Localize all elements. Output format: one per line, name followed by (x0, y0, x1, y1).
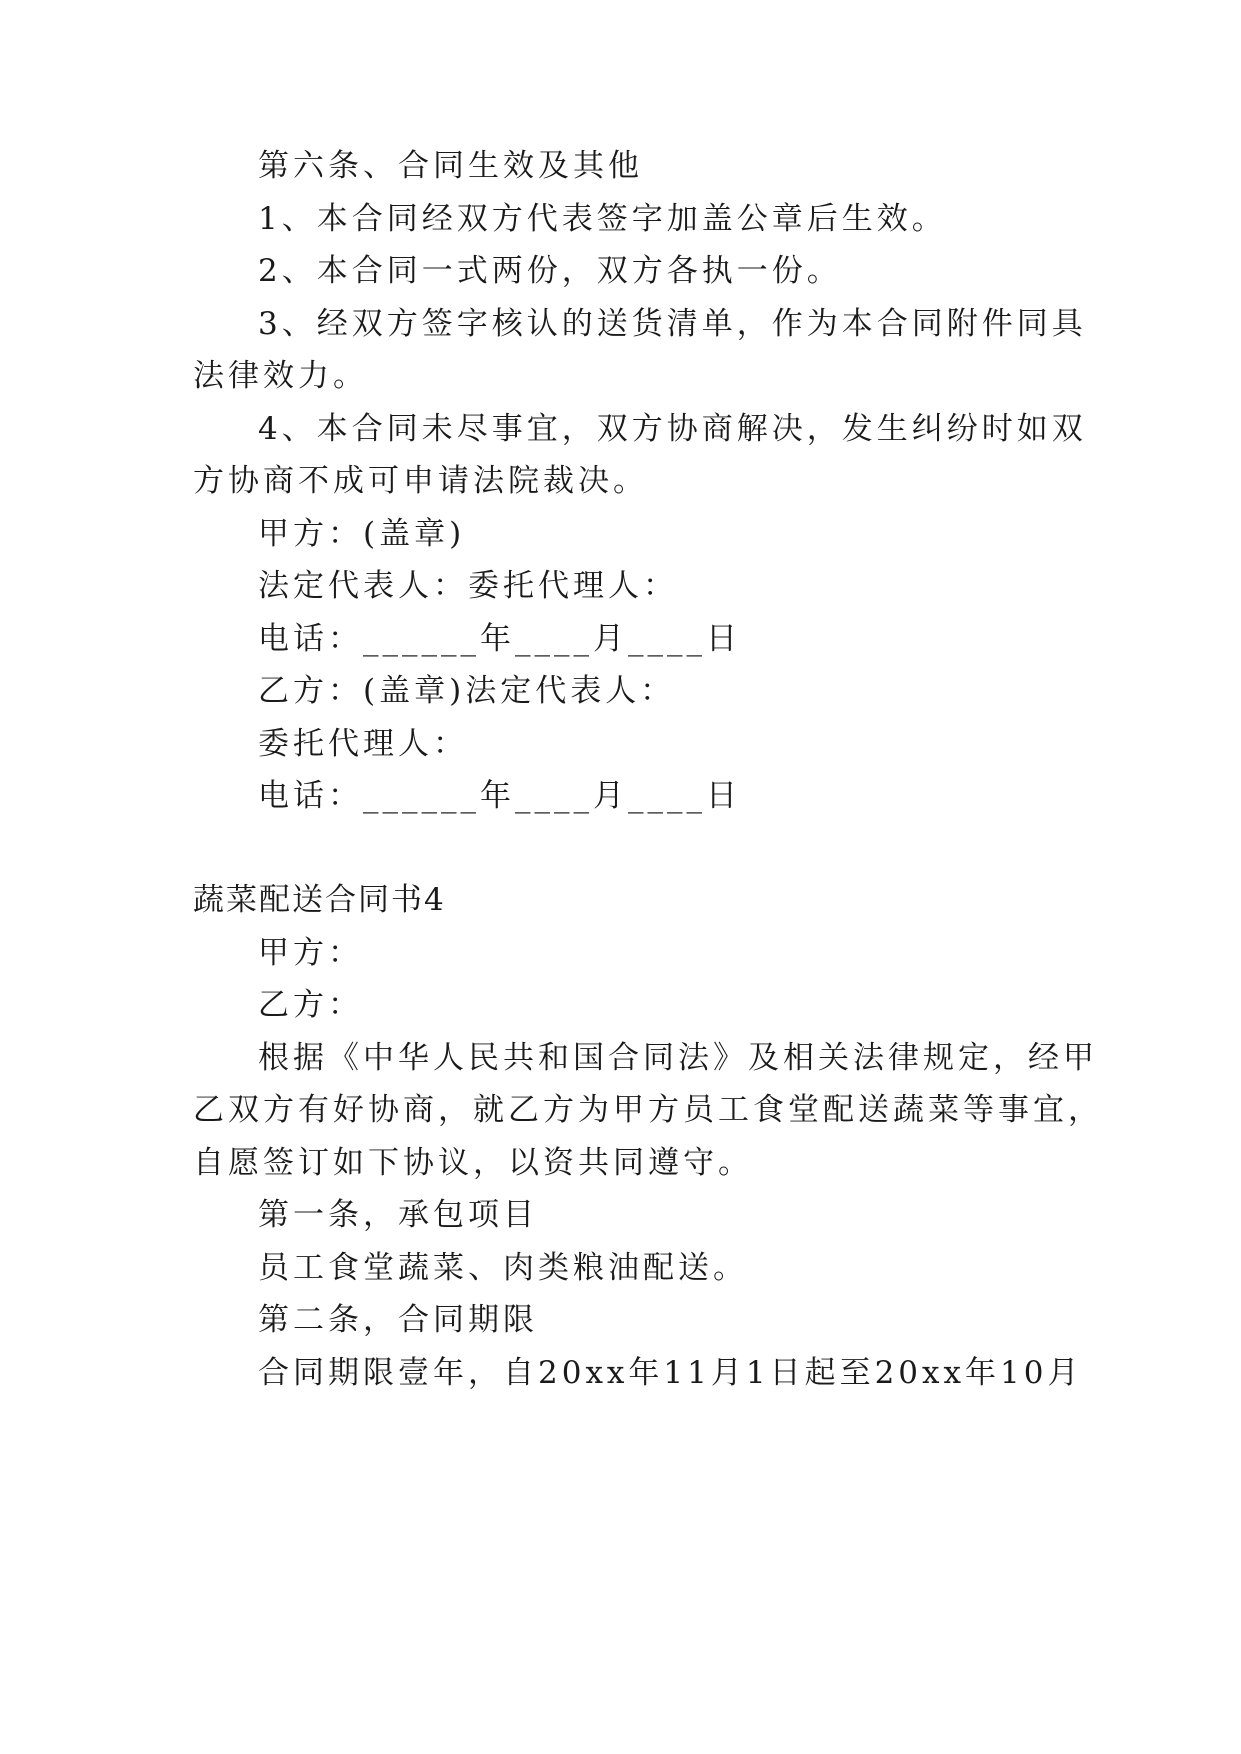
clause-4-line-1: 4、本合同未尽事宜，双方协商解决，发生纠纷时如双 (258, 411, 1087, 447)
party-b-phone-date: 电话：______年____月____日 (258, 778, 741, 814)
clause-1: 1、本合同经双方代表签字加盖公章后生效。 (258, 201, 947, 237)
intro-line-3: 自愿签订如下协议，以资共同遵守。 (193, 1145, 753, 1181)
clause-2: 2、本合同一式两份，双方各执一份。 (258, 253, 842, 289)
party-b-agent: 委托代理人： (258, 726, 468, 762)
article-2-heading: 第二条，合同期限 (258, 1302, 538, 1338)
clause-3-line-2: 法律效力。 (193, 358, 368, 394)
article-2-body: 合同期限壹年，自20xx年11月1日起至20xx年10月 (258, 1355, 1083, 1391)
article-1-heading: 第一条，承包项目 (258, 1197, 538, 1233)
party-a-seal: 甲方：(盖章) (258, 516, 466, 552)
party-a-label: 甲方： (258, 935, 363, 971)
section-six-heading: 第六条、合同生效及其他 (258, 148, 643, 184)
contract-title: 蔬菜配送合同书4 (193, 882, 446, 918)
party-a-representatives: 法定代表人：委托代理人： (258, 568, 678, 604)
party-b-seal: 乙方：(盖章)法定代表人： (258, 673, 676, 709)
party-a-phone-date: 电话：______年____月____日 (258, 621, 741, 657)
intro-line-1: 根据《中华人民共和国合同法》及相关法律规定，经甲 (258, 1040, 1098, 1076)
clause-4-line-2: 方协商不成可申请法院裁决。 (193, 463, 648, 499)
intro-line-2: 乙双方有好协商，就乙方为甲方员工食堂配送蔬菜等事宜， (193, 1092, 1103, 1128)
article-1-body: 员工食堂蔬菜、肉类粮油配送。 (258, 1250, 748, 1286)
clause-3-line-1: 3、经双方签字核认的送货清单，作为本合同附件同具 (258, 306, 1087, 342)
party-b-label: 乙方： (258, 987, 363, 1023)
